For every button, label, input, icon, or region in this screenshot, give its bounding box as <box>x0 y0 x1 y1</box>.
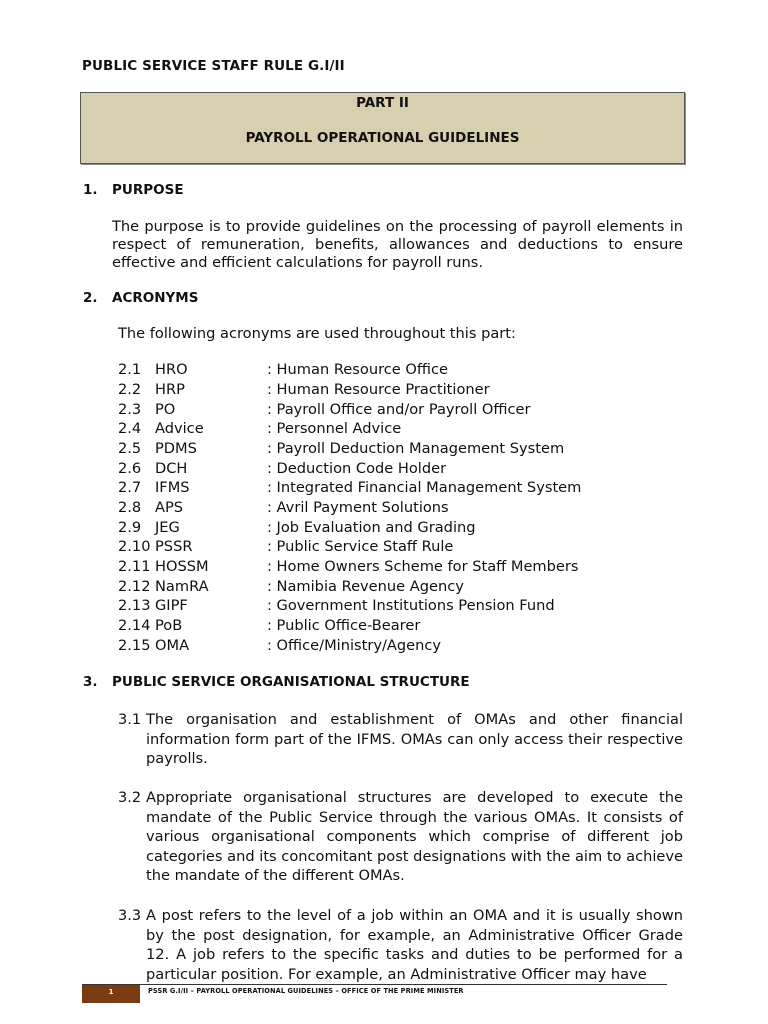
acronym-description: : Human Resource Practitioner <box>267 381 490 398</box>
acronym-abbr: PSSR <box>155 538 193 555</box>
footer-text: PSSR G.I/II – PAYROLL OPERATIONAL GUIDELINES – OFFICE OF THE PRIME MINISTER <box>148 987 464 995</box>
acronym-description: : Human Resource Office <box>267 361 448 378</box>
acronym-description: : Home Owners Scheme for Staff Members <box>267 558 579 575</box>
structure-item-number: 3.1 <box>118 711 142 728</box>
footer-divider <box>82 984 667 985</box>
acronym-description: : Payroll Deduction Management System <box>267 440 565 457</box>
acronym-number: 2.14 <box>118 617 151 634</box>
structure-item-number: 3.2 <box>118 789 142 806</box>
acronym-description: : Public Office-Bearer <box>267 617 421 634</box>
acronym-abbr: GIPF <box>155 597 188 614</box>
acronym-abbr: NamRA <box>155 578 209 595</box>
acronym-abbr: PoB <box>155 617 183 634</box>
acronym-number: 2.4 <box>118 420 142 437</box>
acronym-description: : Personnel Advice <box>267 420 402 437</box>
purpose-paragraph: The purpose is to provide guidelines on the processing of payroll elements in respect of remuneration, benefits, allowances and deductions to ensure effective and efficient calculations for payroll runs. <box>112 218 683 271</box>
acronym-description: : Avril Payment Solutions <box>267 499 449 516</box>
acronym-abbr: APS <box>155 499 184 516</box>
acronym-description: : Payroll Office and/or Payroll Officer <box>267 401 531 418</box>
acronym-description: : Office/Ministry/Agency <box>267 637 442 654</box>
structure-section-title: PUBLIC SERVICE ORGANISATIONAL STRUCTURE <box>112 674 470 690</box>
structure-item <box>118 710 683 769</box>
acronym-abbr: OMA <box>155 637 190 654</box>
acronym-number: 2.6 <box>118 460 142 477</box>
structure-section-number: 3. <box>83 674 98 690</box>
purpose-section-number: 1. <box>83 182 98 198</box>
structure-item <box>118 906 683 984</box>
acronym-description: : Government Institutions Pension Fund <box>267 597 555 614</box>
acronym-number: 2.13 <box>118 597 151 614</box>
acronym-number: 2.15 <box>118 637 151 654</box>
structure-item-number: 3.3 <box>118 907 142 924</box>
acronym-abbr: PDMS <box>155 440 197 457</box>
acronym-number: 2.5 <box>118 440 142 457</box>
acronym-number: 2.3 <box>118 401 142 418</box>
acronym-description: : Integrated Financial Management System <box>267 479 582 496</box>
acronym-number: 2.12 <box>118 578 151 595</box>
acronym-abbr: DCH <box>155 460 188 477</box>
acronym-abbr: IFMS <box>155 479 190 496</box>
acronym-abbr: Advice <box>155 420 204 437</box>
acronym-abbr: HRP <box>155 381 185 398</box>
acronym-description: : Job Evaluation and Grading <box>267 519 476 536</box>
acronym-description: : Public Service Staff Rule <box>267 538 454 555</box>
structure-item-text: A post refers to the level of a job within an OMA and it is usually shown by the post designation, for example, an Administrative Officer Grade 12. A job refers to the specific tasks and duties to be performed for a particular position. For example, an Administrative Officer may have <box>146 907 683 983</box>
structure-item-text: Appropriate organisational structures are developed to execute the mandate of the Public Service through the various OMAs. It consists of various organisational components which comprise of different job categories and its concomitant post designations with the aim to achieve the mandate of the different OMAs. <box>146 789 683 885</box>
acronym-abbr: PO <box>155 401 176 418</box>
footer-page-number: 1 <box>82 985 140 1003</box>
structure-item-text: The organisation and establishment of OMAs and other financial information form part of the IFMS. OMAs can only access their respective payrolls. <box>146 711 683 768</box>
acronyms-section-number: 2. <box>83 290 98 306</box>
acronym-abbr: JEG <box>155 519 180 536</box>
acronym-number: 2.11 <box>118 558 151 575</box>
acronym-number: 2.1 <box>118 361 142 378</box>
acronym-number: 2.2 <box>118 381 142 398</box>
structure-item <box>118 788 683 886</box>
acronym-number: 2.8 <box>118 499 142 516</box>
acronym-number: 2.7 <box>118 479 142 496</box>
purpose-section-title: PURPOSE <box>112 182 184 198</box>
part-title: PAYROLL OPERATIONAL GUIDELINES <box>245 130 520 146</box>
acronym-description: : Deduction Code Holder <box>267 460 447 477</box>
document-title: PUBLIC SERVICE STAFF RULE G.I/II <box>82 58 345 74</box>
acronyms-section-title: ACRONYMS <box>112 290 199 306</box>
acronym-abbr: HRO <box>155 361 188 378</box>
acronym-abbr: HOSSM <box>155 558 209 575</box>
acronyms-intro: The following acronyms are used throughout this part: <box>118 325 516 342</box>
part-label: PART II <box>356 95 409 111</box>
acronym-number: 2.9 <box>118 519 142 536</box>
acronym-description: : Namibia Revenue Agency <box>267 578 464 595</box>
acronym-number: 2.10 <box>118 538 151 555</box>
part-header-box <box>80 92 685 164</box>
